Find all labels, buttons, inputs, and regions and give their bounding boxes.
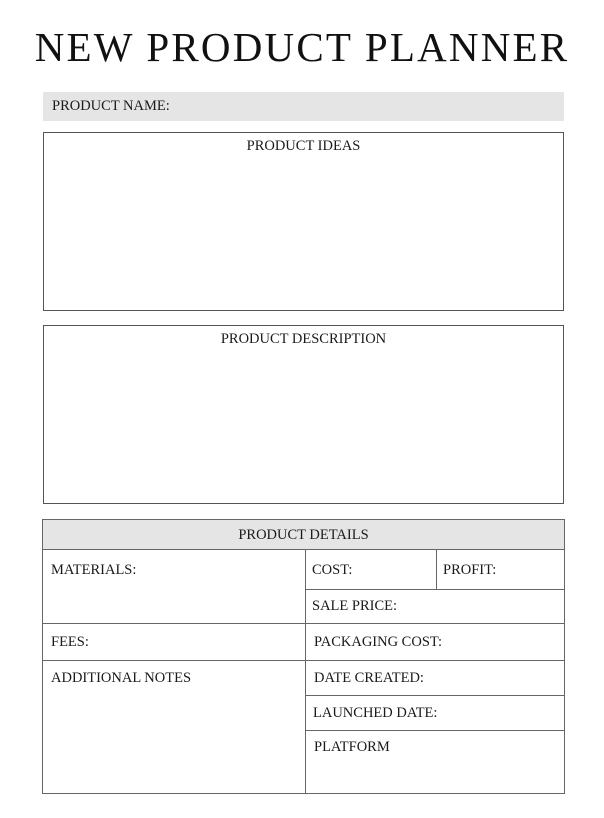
product-description-label: PRODUCT DESCRIPTION [220,331,387,347]
page-title: NEW PRODUCT PLANNER [34,24,570,70]
product-ideas-label: PRODUCT IDEAS [246,138,361,154]
row-divider [305,589,564,590]
product-name-field[interactable] [43,92,564,121]
cost-field[interactable]: COST: [312,562,353,578]
product-ideas-box[interactable] [43,132,564,311]
materials-field[interactable]: MATERIALS: [51,562,137,578]
product-details-header: PRODUCT DETAILS [43,520,564,550]
fees-field[interactable]: FEES: [51,634,89,650]
row-divider [43,623,564,624]
additional-notes-field[interactable]: ADDITIONAL NOTES [51,670,192,686]
column-divider [436,550,437,589]
row-divider [305,730,564,731]
profit-field[interactable]: PROFIT: [443,562,497,578]
product-description-box[interactable] [43,325,564,504]
row-divider [43,660,564,661]
packaging-cost-field[interactable]: PACKAGING COST: [314,634,443,650]
column-divider [305,550,306,793]
platform-field[interactable]: PLATFORM [314,739,390,755]
product-details-table [42,519,565,794]
row-divider [305,695,564,696]
launched-date-field[interactable]: LAUNCHED DATE: [313,705,438,721]
sale-price-field[interactable]: SALE PRICE: [312,598,397,614]
date-created-field[interactable]: DATE CREATED: [314,670,424,686]
product-name-label: PRODUCT NAME: [52,98,170,114]
